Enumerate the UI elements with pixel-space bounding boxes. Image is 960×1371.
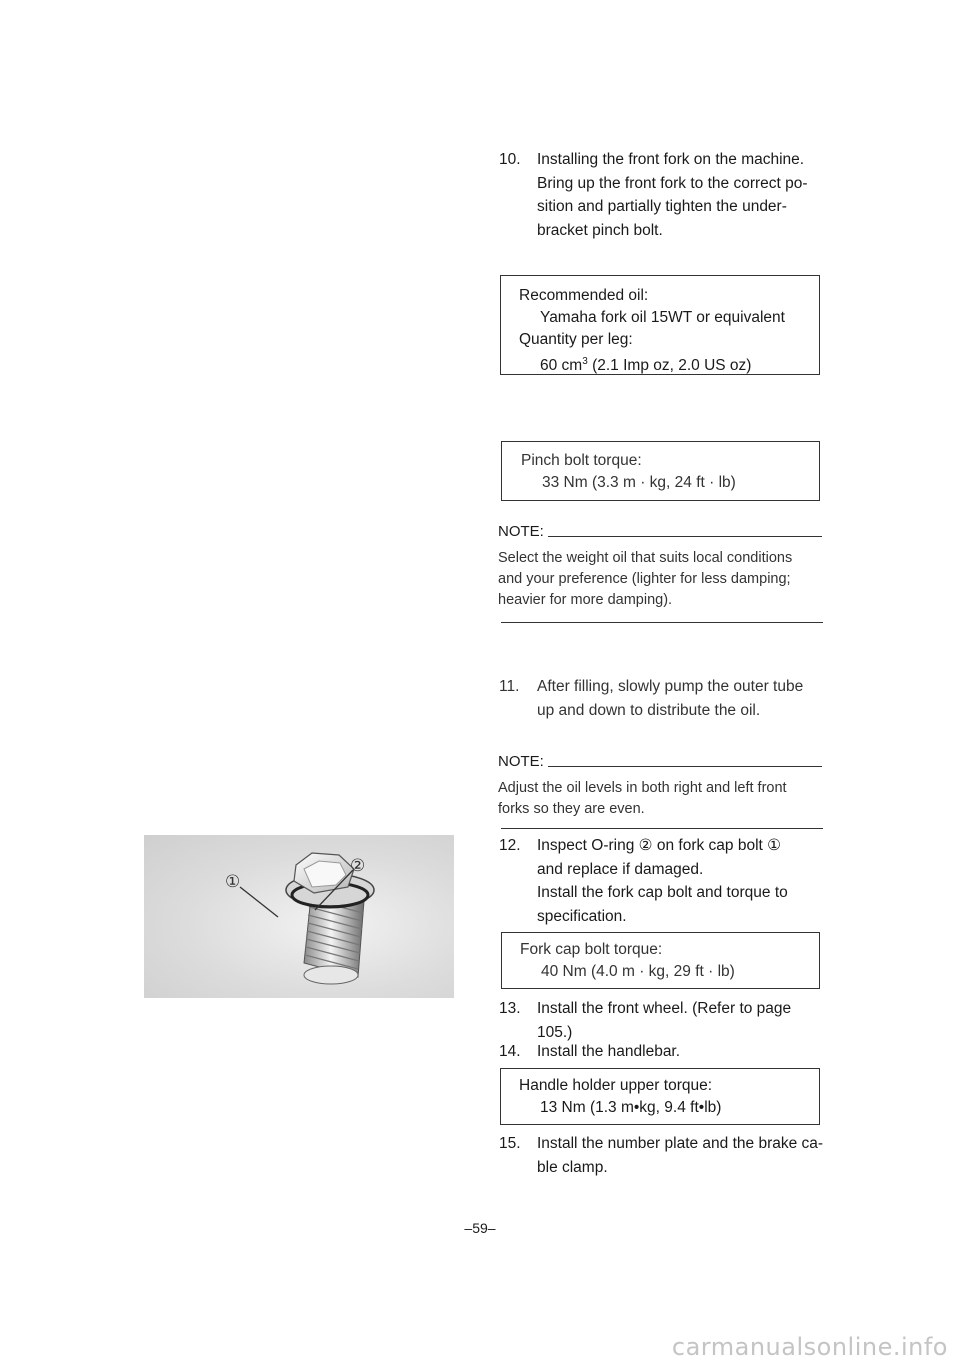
step-line: After filling, slowly pump the outer tube — [537, 678, 804, 695]
step-number: 14. — [499, 1043, 521, 1060]
watermark: carmanualsonline.info — [671, 1333, 948, 1361]
note-heading: NOTE: — [498, 523, 544, 540]
step-line: 105.) — [537, 1023, 573, 1041]
pinch-torque-label: Pinch bolt torque: — [521, 452, 642, 469]
cap-torque-value: 40 Nm (4.0 m · kg, 29 ft · lb) — [541, 963, 735, 980]
step-line: Install the fork cap bolt and torque to — [537, 884, 788, 901]
step-number: 15. — [499, 1135, 521, 1152]
quantity-label: Quantity per leg: — [519, 331, 633, 348]
step-line: Installing the front fork on the machine. — [537, 151, 805, 168]
step-number: 13. — [499, 1000, 521, 1017]
note-rule — [548, 536, 822, 537]
step-line: Install the number plate and the brake ca- — [537, 1135, 824, 1152]
cap-torque-label: Fork cap bolt torque: — [520, 941, 663, 958]
note-line: and your preference (lighter for less damping; — [498, 571, 791, 587]
note-heading: NOTE: — [498, 753, 544, 770]
page-number: –59– — [464, 1220, 496, 1236]
step-11 — [499, 675, 829, 722]
step-10 — [499, 148, 829, 242]
fork-cap-bolt-photo — [144, 835, 454, 998]
note-line: Select the weight oil that suits local conditions — [498, 550, 793, 566]
cap-torque-box — [501, 932, 820, 989]
step-line: Inspect O-ring ② on fork cap bolt ① — [537, 837, 782, 854]
step-12 — [499, 834, 829, 928]
note-line: forks so they are even. — [498, 801, 645, 817]
handle-torque-value: 13 Nm (1.3 m•kg, 9.4 ft•lb) — [540, 1099, 722, 1116]
note-oil-levels — [498, 753, 822, 820]
step-line: Install the front wheel. (Refer to page — [537, 1000, 792, 1017]
pinch-torque-box — [501, 441, 820, 501]
oil-spec-value: Yamaha fork oil 15WT or equivalent — [540, 309, 785, 326]
fork-cap-bolt-illustration — [144, 835, 454, 998]
step-line: Install the handlebar. — [537, 1043, 681, 1060]
callout-1: ① — [225, 872, 241, 891]
note-end-rule — [501, 828, 823, 829]
note-line: Adjust the oil levels in both right and left front — [498, 780, 787, 796]
quantity-value: 60 $cm^3$ (2.1 Imp oz, 2.0 US oz) — [540, 356, 752, 375]
step-14 — [499, 1040, 829, 1064]
step-line: and replace if damaged. — [537, 860, 704, 878]
step-number: 12. — [499, 837, 521, 854]
step-line: Bring up the front fork to the correct po- — [537, 174, 808, 192]
note-line: heavier for more damping). — [498, 592, 673, 608]
note-weight-oil — [498, 523, 822, 611]
step-15 — [499, 1132, 829, 1179]
note-rule — [548, 766, 822, 767]
note-end-rule — [501, 622, 823, 623]
step-line: sition and partially tighten the under- — [537, 198, 787, 215]
callout-2: ② — [350, 856, 366, 875]
step-number: 10. — [499, 151, 521, 168]
handle-torque-label: Handle holder upper torque: — [519, 1077, 713, 1094]
oil-spec-label: Recommended oil: — [519, 287, 649, 304]
step-line: ble clamp. — [537, 1158, 608, 1176]
oil-spec-box — [500, 275, 820, 375]
step-line: bracket pinch bolt. — [537, 221, 663, 239]
step-number: 11. — [499, 678, 520, 695]
step-13 — [499, 997, 829, 1044]
step-line: up and down to distribute the oil. — [537, 701, 761, 719]
step-line: specification. — [537, 907, 627, 925]
handle-torque-box — [500, 1068, 820, 1125]
pinch-torque-value: 33 Nm (3.3 m · kg, 24 ft · lb) — [542, 474, 736, 491]
